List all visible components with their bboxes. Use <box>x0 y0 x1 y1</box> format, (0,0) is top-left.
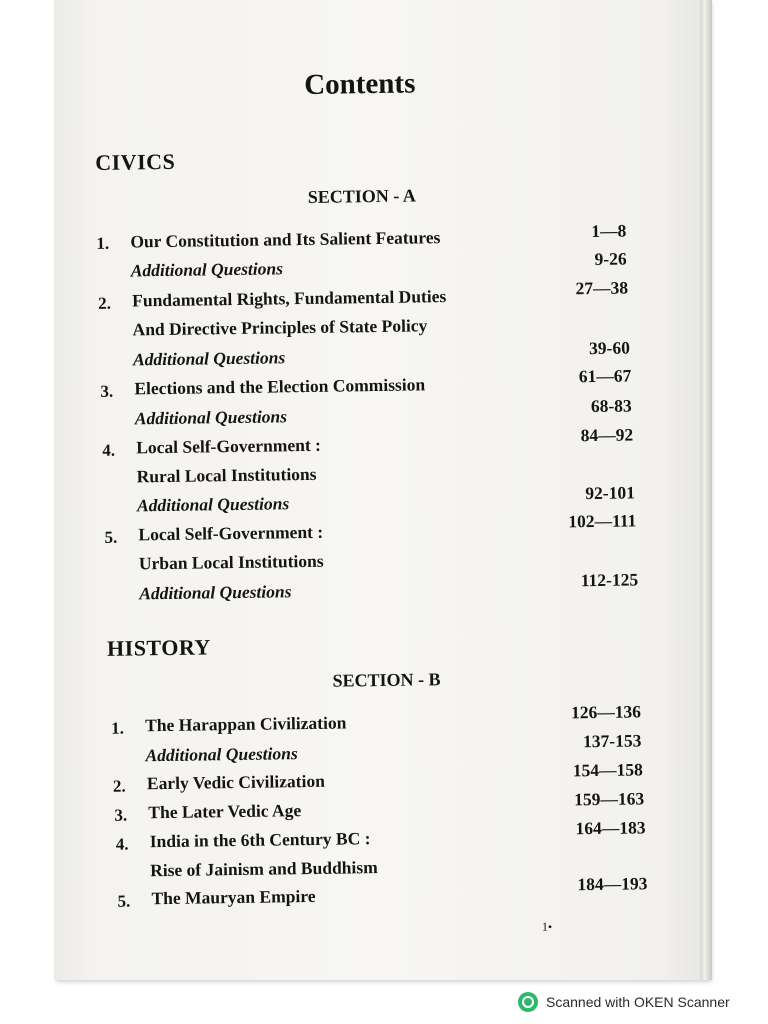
civics-entry-3-title: Elections and the Election Commission <box>134 374 426 399</box>
history-entry-1-pages: 126—136 <box>570 701 642 723</box>
history-entry-4-pages: 164—183 <box>575 817 646 839</box>
section-a-heading: SECTION - A <box>307 185 416 207</box>
civics-entry-2-additional-pages: 39-60 <box>588 337 631 359</box>
civics-entry-1-additional-label: Additional Questions <box>130 258 284 281</box>
civics-entry-3-additional-label: Additional Questions <box>134 406 288 429</box>
civics-entry-5-additional-label: Additional Questions <box>139 581 292 604</box>
civics-entry-4-title: Local Self-Government : <box>136 434 322 458</box>
scanner-watermark-text: Scanned with OKEN Scanner <box>546 994 730 1010</box>
civics-entry-4-additional-pages: 92-101 <box>585 482 636 504</box>
history-heading: HISTORY <box>106 634 212 661</box>
section-b-heading: SECTION - B <box>332 669 441 691</box>
civics-entry-3-additional-pages: 68-83 <box>590 395 632 417</box>
civics-entry-4-number: 4. <box>102 440 116 460</box>
civics-entry-5-title-line2: Urban Local Institutions <box>138 550 324 574</box>
civics-entry-3-pages: 61—67 <box>578 365 632 387</box>
history-entry-1-title: The Harappan Civilization <box>144 712 347 736</box>
civics-entry-2-title-line2: And Directive Principles of State Policy <box>132 315 428 340</box>
civics-entry-1-title: Our Constitution and Its Salient Features <box>130 227 441 252</box>
history-entry-2-pages: 154—158 <box>572 759 643 781</box>
history-entry-4-number: 4. <box>115 834 129 854</box>
civics-entry-4-additional-label: Additional Questions <box>136 493 290 516</box>
civics-entry-5-number: 5. <box>104 527 118 547</box>
civics-entry-4-pages: 84—92 <box>580 424 634 446</box>
history-entry-3-number: 3. <box>114 805 128 825</box>
civics-entry-5-pages: 102—111 <box>568 510 637 532</box>
civics-entry-2-pages: 27—38 <box>575 277 629 299</box>
civics-entry-2-number: 2. <box>98 293 112 313</box>
history-entry-3-title: The Later Vedic Age <box>148 800 302 823</box>
scanner-watermark <box>518 991 730 1013</box>
history-entry-5-pages: 184—193 <box>577 873 648 895</box>
civics-entry-2-additional-label: Additional Questions <box>132 347 286 370</box>
civics-entry-1-number: 1. <box>96 233 110 253</box>
history-entry-1-additional-label: Additional Questions <box>145 743 298 766</box>
civics-entry-1-additional-pages: 9-26 <box>594 248 627 269</box>
page-footer-mark: 1• <box>541 919 553 934</box>
civics-entry-5-title: Local Self-Government : <box>138 521 324 545</box>
oken-scanner-logo-icon <box>518 992 538 1012</box>
history-entry-4-title-line2: Rise of Jainism and Buddhism <box>150 857 378 881</box>
civics-entry-3-number: 3. <box>100 381 114 401</box>
civics-entry-5-additional-pages: 112-125 <box>580 569 639 591</box>
civics-entry-2-title: Fundamental Rights, Fundamental Duties <box>132 286 447 311</box>
page-title: Contents <box>303 67 416 102</box>
history-entry-3-pages: 159—163 <box>574 788 645 810</box>
history-entry-1-number: 1. <box>111 718 125 738</box>
history-entry-5-title: The Mauryan Empire <box>151 885 316 909</box>
civics-heading: CIVICS <box>95 148 176 175</box>
history-entry-2-title: Early Vedic Civilization <box>146 770 325 794</box>
history-entry-5-number: 5. <box>117 891 131 911</box>
history-entry-4-title: India in the 6th Century BC : <box>149 828 371 852</box>
history-entry-1-additional-pages: 137-153 <box>582 730 642 752</box>
civics-entry-4-title-line2: Rural Local Institutions <box>136 463 317 487</box>
history-entry-2-number: 2. <box>112 776 126 796</box>
civics-entry-1-pages: 1—8 <box>591 220 627 242</box>
